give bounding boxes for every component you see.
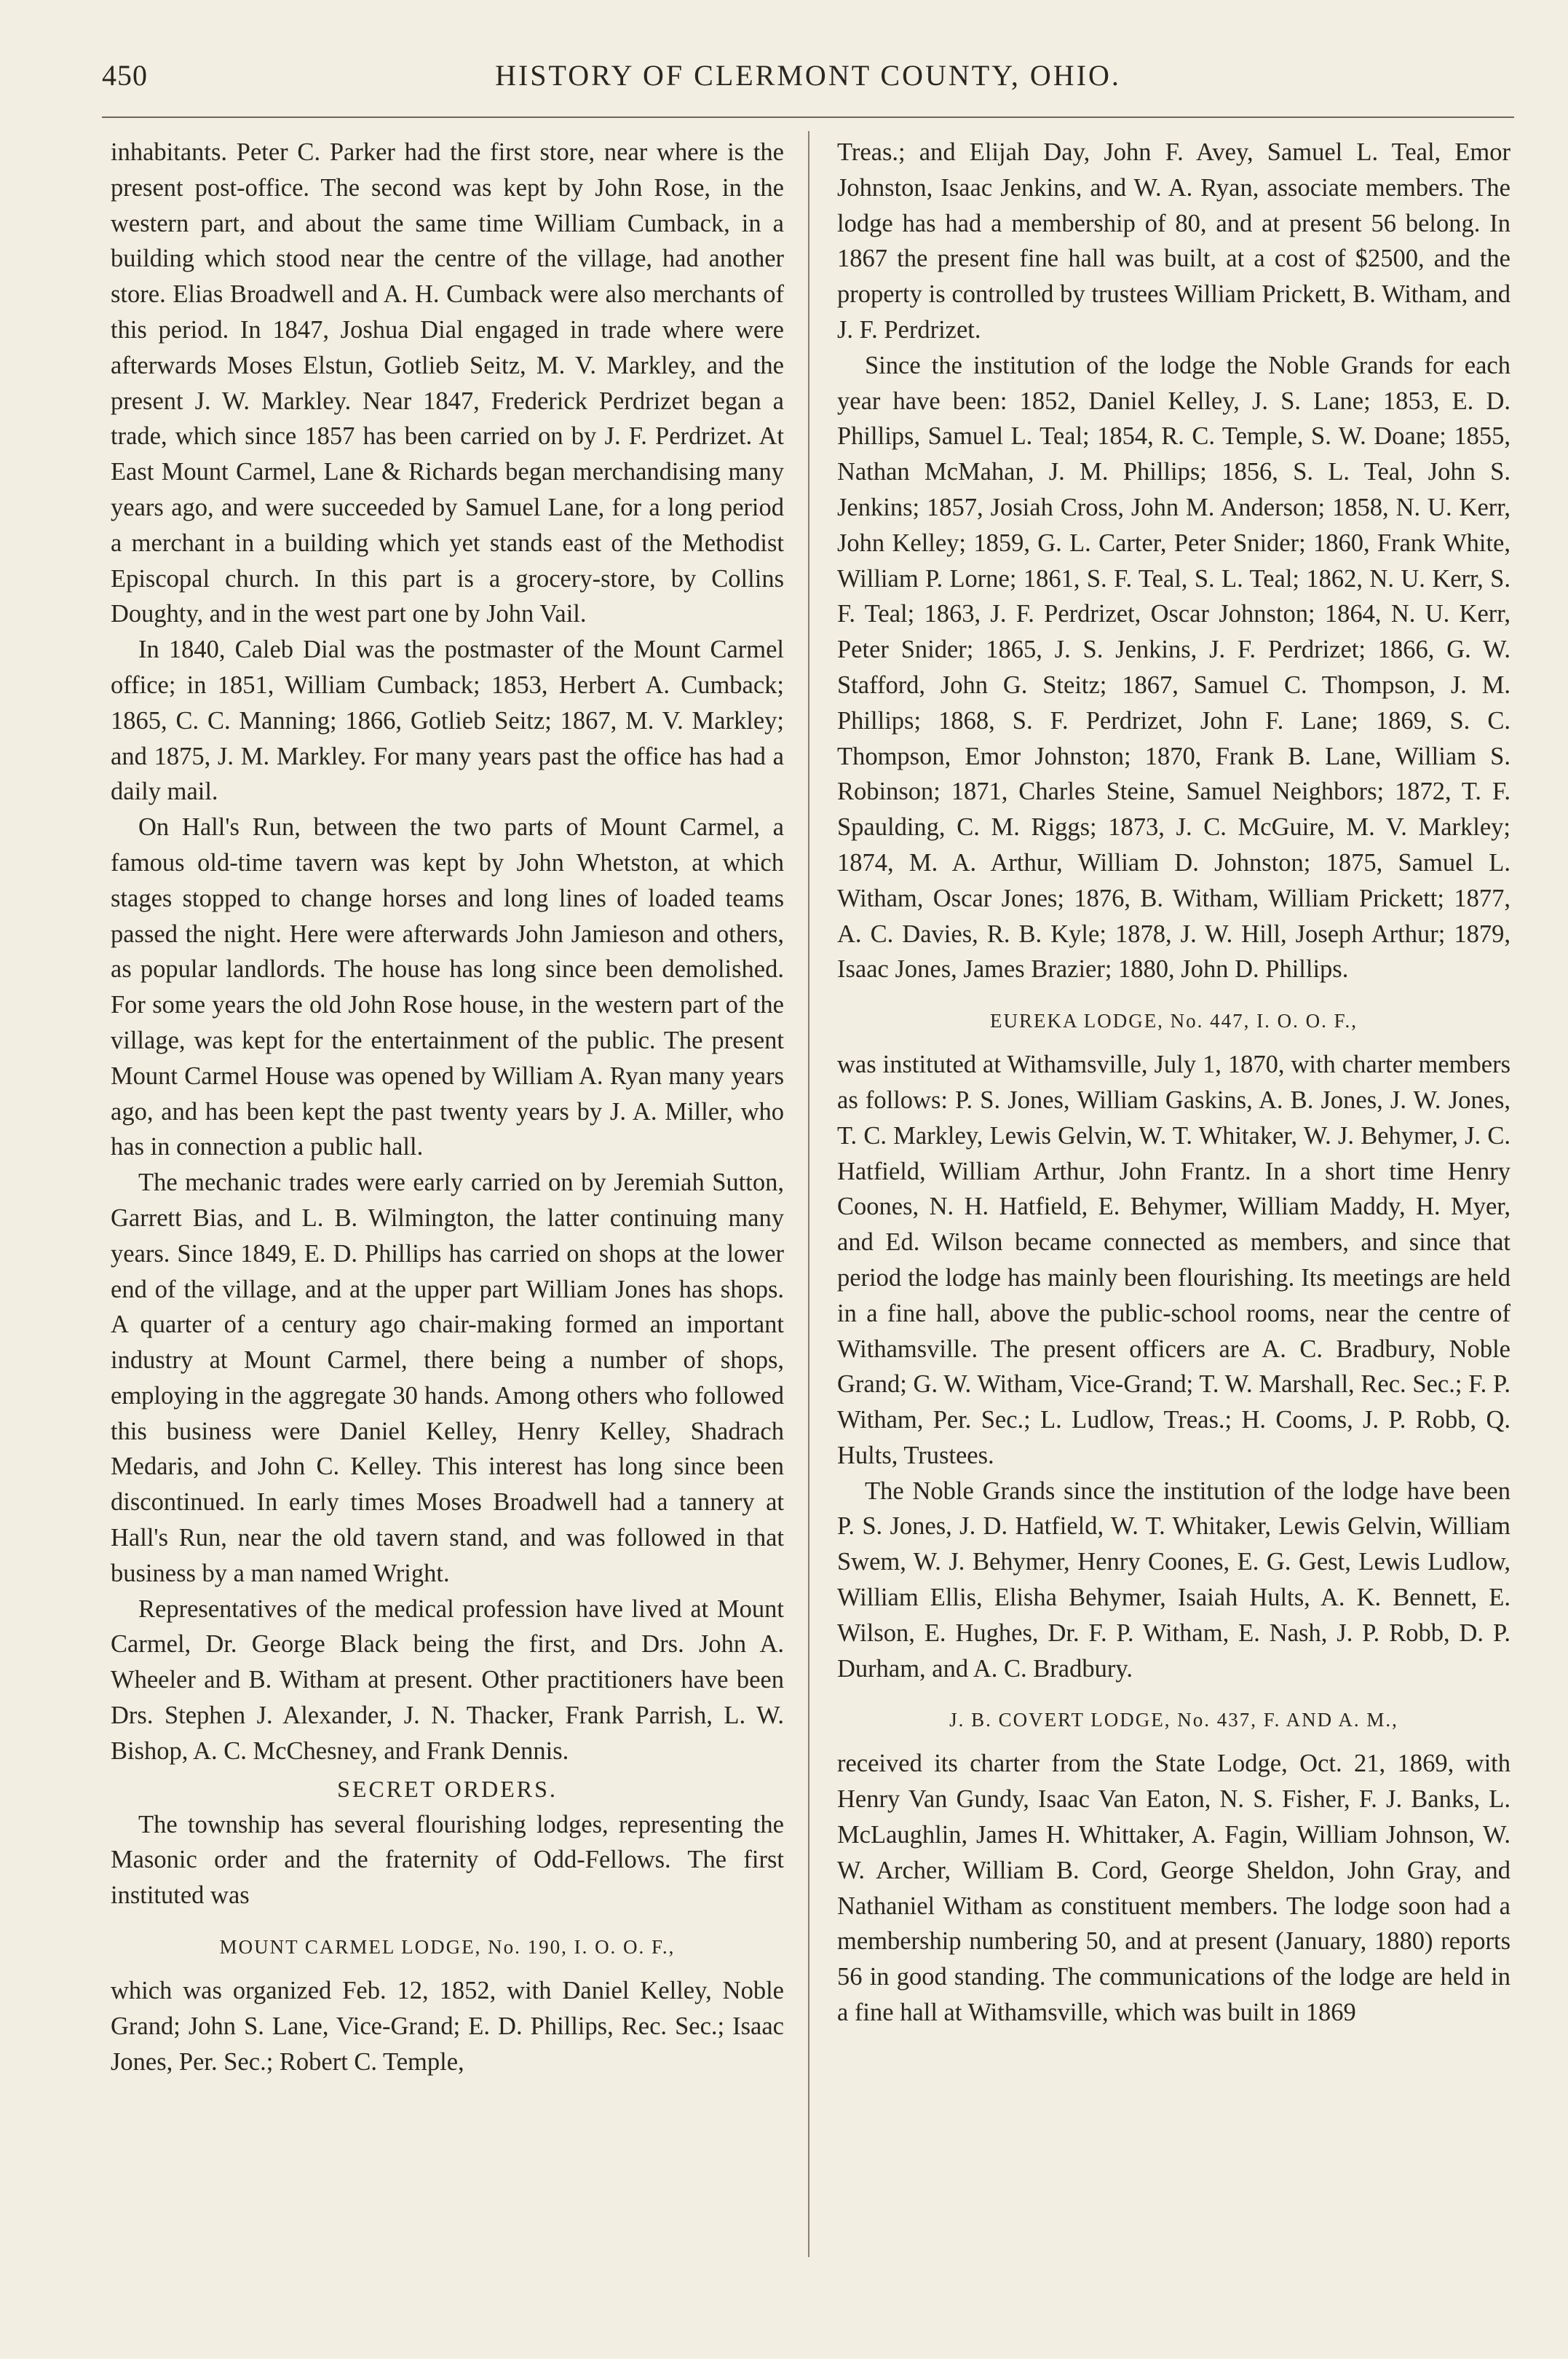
paragraph: which was organized Feb. 12, 1852, with Daniel Kelley, Noble Grand; John S. Lane, Vice-Grand; E. D. Phillips, Rec. Sec.; Isaac Jones, Per. Sec.; Robert C. Temple,: [111, 1977, 784, 2076]
running-head: HISTORY OF CLERMONT COUNTY, OHIO.: [495, 59, 1121, 92]
paragraph: On Hall's Run, between the two parts of Mount Carmel, a famous old-time tavern was kept by John Whetston, at which stages stopped to change horses and long lines of loaded teams passed the night. Here were afterwards John Jamieson and others, as popular landlords. The house has long since been demolished. For some years the old John Rose house, in the western part of the village, was kept for the entertainment of the public. The present Mount Carmel House was opened by William A. Ryan many years ago, and has been kept the past twenty years by J. A. Miller, who has in connection a public hall.: [111, 813, 784, 1161]
paragraph: The mechanic trades were early carried on by Jeremiah Sutton, Garrett Bias, and L. B. Wilmington, the latter continuing many years. Since 1849, E. D. Phillips has carried on shops at the lower end of the village, and at the upper part William Jones has shops. A quarter of a century ago chair-making formed an important industry at Mount Carmel, there being a number of shops, employing in the aggregate 30 hands. Among others who followed this business were Daniel Kelley, Henry Kelley, Shadrach Medaris, and John C. Kelley. This interest has long since been discontinued. In early times Moses Broadwell had a tannery at Hall's Run, near the old tavern stand, and was followed in that business by a man named Wright.: [111, 1169, 784, 1587]
right-column: [837, 135, 1510, 2031]
lodge-heading: EUREKA LODGE, No. 447, I. O. O. F.,: [989, 1010, 1358, 1032]
paragraph: The township has several flourishing lodges, representing the Masonic order and the fraternity of Odd-Fellows. The first instituted was: [111, 1810, 784, 1910]
lodge-heading: J. B. COVERT LODGE, No. 437, F. AND A. M.,: [949, 1709, 1398, 1731]
paragraph: Since the institution of the lodge the Noble Grands for each year have been: 1852, Daniel Kelley, J. S. Lane; 1853, E. D. Phillips, Samuel L. Teal; 1854, R. C. Temple, S. W. Doane; 1855, Nathan McMahan, J. M. Phillips; 1856, S. L. Teal, John S. Jenkins; 1857, Josiah Cross, John M. Anderson; 1858, N. U. Kerr, John Kelley; 1859, G. L. Carter, Peter Snider; 1860, Frank White, William P. Lorne; 1861, S. F. Teal, S. L. Teal; 1862, N. U. Kerr, S. F. Teal; 1863, J. F. Perdrizet, Oscar Johnston; 1864, N. U. Kerr, Peter Snider; 1865, J. S. Jenkins, J. F. Perdrizet; 1866, G. W. Stafford, John G. Steitz; 1867, Samuel C. Thompson, J. M. Phillips; 1868, S. F. Perdrizet, John F. Lane; 1869, S. C. Thompson, Emor Johnston; 1870, Frank B. Lane, William S. Robinson; 1871, Charles Steine, Samuel Neighbors; 1872, T. F. Spaulding, C. M. Riggs; 1873, J. C. McGuire, M. V. Markley; 1874, M. A. Arthur, William D. Johnston; 1875, Samuel L. Witham, Oscar Jones; 1876, B. Witham, William Prickett; 1877, A. C. Davies, R. B. Kyle; 1878, J. W. Hill, Joseph Arthur; 1879, Isaac Jones, James Brazier; 1880, John D. Phillips.: [837, 351, 1510, 984]
page-number: 450: [102, 59, 148, 92]
page-header: [102, 58, 1514, 102]
left-column: [111, 135, 784, 2079]
section-heading: SECRET ORDERS.: [337, 1775, 558, 1802]
paragraph: received its charter from the State Lodge, Oct. 21, 1869, with Henry Van Gundy, Isaac Van Eaton, N. S. Fisher, F. J. Banks, L. McLaughlin, James H. Whittaker, A. Fagin, William Johnson, W. W. Archer, William B. Cord, George Sheldon, John Gray, and Nathaniel Witham as constituent members. The lodge soon had a membership numbering 50, and at present (January, 1880) reports 56 in good standing. The communications of the lodge are held in a fine hall at Withamsville, which was built in 1869: [837, 1750, 1510, 2027]
paragraph: Representatives of the medical profession have lived at Mount Carmel, Dr. George Black being the first, and Drs. John A. Wheeler and B. Witham at present. Other practitioners have been Drs. Stephen J. Alexander, J. N. Thacker, Frank Parrish, L. W. Bishop, A. C. McChesney, and Frank Dennis.: [111, 1595, 784, 1765]
column-divider: [808, 131, 809, 2257]
header-rule: [102, 116, 1514, 118]
lodge-heading: MOUNT CARMEL LODGE, No. 190, I. O. O. F.,: [219, 1936, 676, 1959]
paragraph: inhabitants. Peter C. Parker had the first store, near where is the present post-office. The second was kept by John Rose, in the western part, and about the same time William Cumback, in a building which stood near the centre of the village, had another store. Elias Broadwell and A. H. Cumback were also merchants of this period. In 1847, Joshua Dial engaged in trade where were afterwards Moses Elstun, Gotlieb Seitz, M. V. Markley, and the present J. W. Markley. Near 1847, Frederick Perdrizet began a trade, which since 1857 has been carried on by J. F. Perdrizet. At East Mount Carmel, Lane & Richards began merchandising many years ago, and were succeeded by Samuel Lane, for a long period a merchant in a building which yet stands east of the Methodist Episcopal church. In this part is a grocery-store, by Collins Doughty, and in the west part one by John Vail.: [111, 138, 784, 628]
paragraph: The Noble Grands since the institution of the lodge have been P. S. Jones, J. D. Hatfield, W. T. Whitaker, Lewis Gelvin, William Swem, W. J. Behymer, Henry Coones, E. G. Gest, Lewis Ludlow, William Ellis, Elisha Behymer, Isaiah Hults, A. K. Bennett, E. Wilson, E. Hughes, Dr. F. P. Witham, E. Nash, J. P. Robb, D. P. Durham, and A. C. Bradbury.: [837, 1477, 1510, 1683]
paragraph: Treas.; and Elijah Day, John F. Avey, Samuel L. Teal, Emor Johnston, Isaac Jenkins, and W. A. Ryan, associate members. The lodge has had a membership of 80, and at present 56 belong. In 1867 the present fine hall was built, at a cost of $2500, and the property is controlled by trustees William Prickett, B. Witham, and J. F. Perdrizet.: [837, 138, 1510, 344]
paragraph: was instituted at Withamsville, July 1, 1870, with charter members as follows: P. S. Jones, William Gaskins, A. B. Jones, J. W. Jones, T. C. Markley, Lewis Gelvin, W. T. Whitaker, W. J. Behymer, J. C. Hatfield, William Arthur, John Frantz. In a short time Henry Coones, N. H. Hatfield, E. Behymer, William Maddy, H. Myer, and Ed. Wilson became connected as members, and since that period the lodge has mainly been flourishing. Its meetings are held in a fine hall, above the public-school rooms, near the centre of Withamsville. The present officers are A. C. Bradbury, Noble Grand; G. W. Witham, Vice-Grand; T. W. Marshall, Rec. Sec.; F. P. Witham, Per. Sec.; L. Ludlow, Treas.; H. Cooms, J. P. Robb, Q. Hults, Trustees.: [837, 1051, 1510, 1469]
paragraph: In 1840, Caleb Dial was the postmaster of the Mount Carmel office; in 1851, William Cumback; 1853, Herbert A. Cumback; 1865, C. C. Manning; 1866, Gotlieb Seitz; 1867, M. V. Markley; and 1875, J. M. Markley. For many years past the office has had a daily mail.: [111, 636, 784, 806]
